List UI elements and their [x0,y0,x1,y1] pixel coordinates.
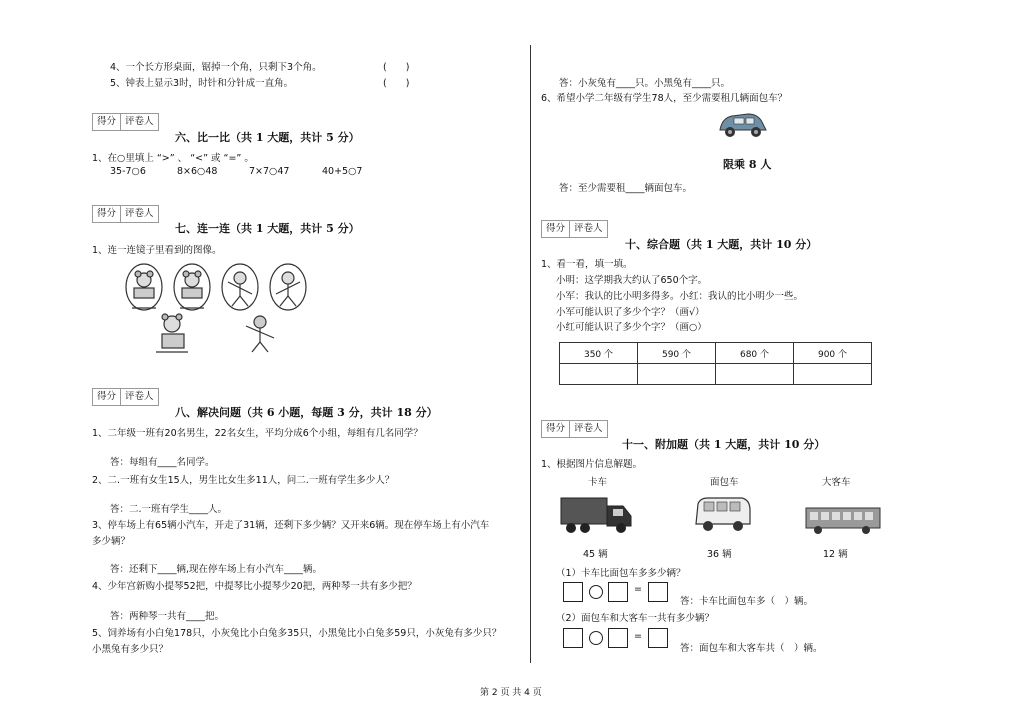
table-header-cell: 900 个 [794,343,872,364]
van-icon [692,494,754,536]
section-7-title: 七、连一连（共 1 大题，共计 5 分） [175,222,360,235]
problem-3-cont: 多少辆？ [92,536,131,547]
compare-expr-1[interactable]: 35-7○6 [110,166,146,177]
grader-label: 评卷人 [120,389,158,405]
sec7-q1: 1、连一连镜子里看到的图像。 [92,245,222,256]
compare-expr-4[interactable]: 40+5○7 [322,166,363,177]
xiaojun-xiaohong-line: 小军：我认的比小明多得多。小红：我认的比小明少一些。 [556,291,804,302]
sub-question-2: （2）面包车和大客车一共有多少辆？ [556,613,715,624]
table-answer-cell[interactable] [794,364,872,385]
score-label: 得分 [97,208,117,219]
grader-label: 评卷人 [569,421,607,437]
answer-sub-2[interactable]: 答：面包车和大客车共（ ）辆。 [680,643,823,654]
sec6-q1: 1、在○里填上 “>” 、 “<” 或 “=” 。 [92,153,254,164]
answer-3[interactable]: 答：还剩下____辆,现在停车场上有小汽车____辆。 [110,564,323,575]
answer-4[interactable]: 答：两种琴一共有____把。 [110,611,225,622]
judge-paren-5[interactable]: ( ) [383,78,410,89]
problem-1: 1、二年级一班有20名男生，22名女生，平均分成6个小组，每组有几名同学？ [92,428,423,439]
vehicle-label-bus: 大客车 [822,477,851,488]
section-8-title: 八、解决问题（共 6 小题，每题 3 分，共计 18 分） [175,406,438,419]
equals-sign: = [634,584,642,595]
problem-6: 6、希望小学二年级有学生78人，至少需要租几辆面包车？ [541,93,788,104]
mirror-frame-1[interactable] [126,264,162,310]
score-box-10 [541,220,608,238]
table-header-cell: 350 个 [560,343,638,364]
grader-label: 评卷人 [120,114,158,130]
score-label: 得分 [546,223,566,234]
answer-5[interactable]: 答：小灰兔有____只。小黑兔有____只。 [559,78,731,89]
problem-3: 3、停车场上有65辆小汽车，开走了31辆，还剩下多少辆？又开来6辆。现在停车场上有小汽车 [92,520,490,531]
problem-5-cont: 小黑兔有多少只？ [92,644,169,655]
answer-box[interactable] [563,628,583,648]
judge-item-4 [110,59,322,73]
score-label: 得分 [97,116,117,127]
answer-box[interactable] [563,582,583,602]
bus-icon [804,504,882,536]
bear-image[interactable] [156,314,188,352]
word-count-table [559,342,872,385]
table-header-cell: 590 个 [638,343,716,364]
compare-expr-2[interactable]: 8×6○48 [177,166,218,177]
table-answer-cell[interactable] [716,364,794,385]
section-10-title: 十、综合题（共 1 大题，共计 10 分） [625,238,818,251]
compare-expr-3[interactable]: 7×7○47 [249,166,290,177]
section-6-title: 六、比一比（共 1 大题，共计 5 分） [175,131,360,144]
column-divider [530,45,531,663]
vehicle-count-bus: 12 辆 [823,549,848,560]
table-answer-cell[interactable] [638,364,716,385]
score-box-8 [92,388,159,406]
answer-6[interactable]: 答：至少需要租____辆面包车。 [559,183,693,194]
operator-circle[interactable] [589,585,603,599]
problem-2: 2、二.一班有女生15人，男生比女生多11人，问二.一班有学生多少人？ [92,475,395,486]
item-text: 4、一个长方形桌面，锯掉一个角，只剩下3个角。 [110,62,322,73]
answer-2[interactable]: 答：二.一班有学生____人。 [110,504,228,515]
grader-label: 评卷人 [569,221,607,237]
sec10-q1: 1、看一看，填一填。 [541,259,633,270]
mirror-frame-2[interactable] [174,264,210,310]
sec11-q1: 1、根据图片信息解题。 [541,459,643,470]
sub-question-1: （1）卡车比面包车多多少辆？ [556,568,686,579]
xiaohong-question: 小红可能认识了多少个字？（画○） [556,322,707,333]
vehicle-label-van: 面包车 [710,477,739,488]
answer-box[interactable] [648,582,668,602]
xiaoming-line: 小明：这学期我大约认了650个字。 [556,275,708,286]
table-header-cell: 680 个 [716,343,794,364]
item-text: 5、钟表上显示3时，时针和分针成一直角。 [110,78,294,89]
answer-box[interactable] [608,582,628,602]
car-icon [714,106,770,140]
score-box-6 [92,113,159,131]
dancer-image[interactable] [246,316,274,352]
score-label: 得分 [97,391,117,402]
truck-icon [559,492,635,536]
vehicle-count-van: 36 辆 [707,549,732,560]
mirror-frame-4[interactable] [270,264,306,310]
answer-box[interactable] [608,628,628,648]
problem-4: 4、少年宫新购小提琴52把，中提琴比小提琴少20把，两种琴一共有多少把？ [92,581,417,592]
score-label: 得分 [546,423,566,434]
equals-sign: = [634,631,642,642]
judge-paren-4[interactable]: ( ) [383,62,410,73]
original-images-row [150,312,300,357]
section-11-title: 十一、附加题（共 1 大题，共计 10 分） [622,438,826,451]
vehicle-label-truck: 卡车 [588,477,608,488]
xiaojun-question: 小军可能认识了多少个字？（画√） [556,307,705,318]
answer-box[interactable] [648,628,668,648]
score-box-7 [92,205,159,223]
table-answer-cell[interactable] [560,364,638,385]
mirror-images-row [120,262,310,312]
vehicle-count-truck: 45 辆 [583,549,608,560]
answer-sub-1[interactable]: 答：卡车比面包车多（ ）辆。 [680,596,814,607]
grader-label: 评卷人 [120,206,158,222]
capacity-limit: 限乘 8 人 [723,158,772,171]
mirror-frame-3[interactable] [222,264,258,310]
score-box-11 [541,420,608,438]
problem-5: 5、饲养场有小白兔178只，小灰兔比小白兔多35只，小黑兔比小白兔多59只，小灰兔有多少只？ [92,628,502,639]
operator-circle[interactable] [589,631,603,645]
judge-item-5 [110,75,293,89]
page-footer: 第 2 页 共 4 页 [480,688,542,698]
answer-1[interactable]: 答：每组有____名同学。 [110,457,215,468]
